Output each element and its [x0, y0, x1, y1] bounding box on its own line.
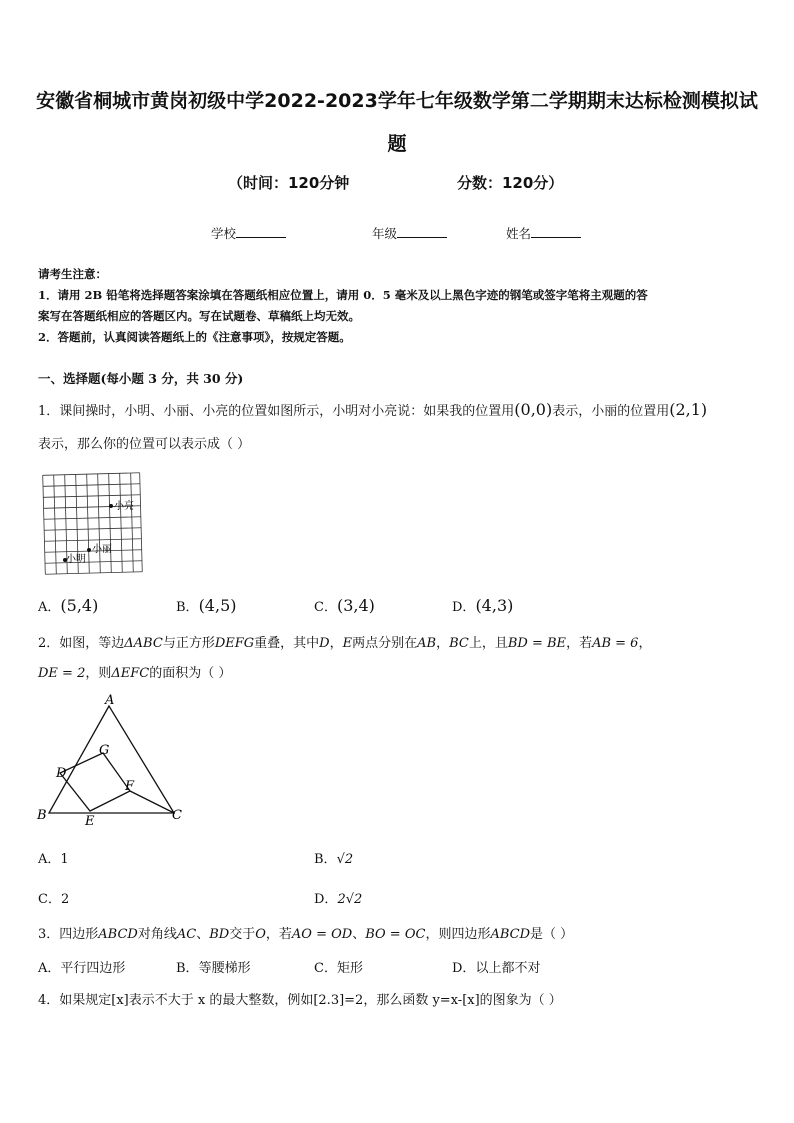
label-f: F: [125, 779, 135, 794]
question-1-cont: 表示，那么你的位置可以表示成（ ）: [38, 437, 251, 452]
q2-option-b[interactable]: B．√2: [314, 852, 354, 867]
notes-item-1-cont: 案写在答题纸相应的答题区内。写在试题卷、草稿纸上均无效。: [38, 309, 360, 323]
q3-option-c[interactable]: C．矩形: [314, 961, 363, 976]
label-a: A: [105, 693, 115, 708]
q3-option-b[interactable]: B．等腰梯形: [176, 961, 251, 976]
name-label: 姓名: [506, 226, 532, 241]
name-field: [506, 224, 581, 242]
notes-item-2: 2．答题前，认真阅读答题纸上的《注意事项》，按规定答题。: [38, 330, 351, 344]
grid-lines: [43, 473, 143, 575]
label-b: B: [37, 808, 47, 823]
q1-coord-2: (2,1): [669, 400, 708, 419]
q1-option-d[interactable]: D．(4,3): [452, 596, 514, 615]
square-defg: [60, 753, 130, 811]
notes-heading: 请考生注意：: [38, 267, 107, 281]
label-e: E: [85, 814, 95, 829]
label-xiaoliang: 小亮: [114, 501, 134, 512]
question-4: 4．如果规定[x]表示不大于 x 的最大整数，例如[2.3]=2，那么函数 y=x-[x]的图象为（ ）: [38, 993, 562, 1008]
notes-block: [38, 264, 648, 348]
section-heading: 一、选择题(每小题 3 分，共 30 分): [38, 371, 244, 386]
q2-triangle-figure: [32, 692, 192, 832]
q1-option-a[interactable]: A．(5,4): [38, 596, 99, 615]
school-field: [211, 224, 286, 242]
q1-option-b[interactable]: B．(4,5): [176, 596, 237, 615]
question-1: [38, 393, 758, 428]
page-title-continued: 题: [387, 133, 407, 155]
question-2-cont: DE = 2，则ΔEFC的面积为（ ）: [38, 666, 232, 681]
grade-blank[interactable]: [397, 225, 447, 238]
label-g: G: [99, 743, 110, 758]
question-3: 3．四边形ABCD对角线AC、BD交于O，若AO = OD、BO = OC，则四边形ABCD是（ ）: [38, 927, 574, 942]
q1-coord-1: (0,0): [514, 400, 553, 419]
exam-score: 分数：120分）: [457, 174, 564, 192]
q1-text-b: 表示，小丽的位置用: [552, 404, 670, 419]
q2-option-d[interactable]: D．2√2: [314, 892, 363, 907]
school-blank[interactable]: [236, 225, 286, 238]
page-title: 安徽省桐城市黄岗初级中学2022-2023学年七年级数学第二学期期末达标检测模拟试: [36, 90, 758, 112]
q3-option-a[interactable]: A．平行四边形: [38, 961, 126, 976]
label-xiaoming: 小明: [66, 554, 86, 565]
xiaoliang-dot: [109, 504, 113, 508]
q2-option-c[interactable]: C．2: [38, 892, 70, 907]
grade-label: 年级: [372, 226, 398, 241]
q3-option-d[interactable]: D．以上都不对: [452, 961, 541, 976]
label-d: D: [56, 766, 67, 781]
notes-item-1: 1．请用 2B 铅笔将选择题答案涂填在答题纸相应位置上，请用 0．5 毫米及以上黑色字迹的钢笔或签字笔将主观题的答: [38, 288, 648, 302]
question-2: 2．如图，等边ΔABC与正方形DEFG重叠，其中D，E两点分别在AB，BC上，且BD = BE，若AB = 6，: [38, 636, 652, 651]
q1-text-a: 1．课间操时，小明、小丽、小亮的位置如图所示，小明对小亮说：如果我的位置用: [38, 404, 515, 419]
school-label: 学校: [211, 226, 237, 241]
xiaoli-dot: [87, 548, 91, 552]
q2-option-a[interactable]: A．1: [38, 852, 69, 867]
label-xiaoli: 小丽: [92, 544, 112, 555]
name-blank[interactable]: [531, 225, 581, 238]
triangle-abc: [49, 706, 174, 813]
label-c: C: [172, 808, 182, 823]
exam-time: （时间：120分钟: [228, 174, 350, 192]
grade-field: [372, 224, 447, 242]
q1-grid-figure: [38, 464, 148, 584]
q1-option-c[interactable]: C．(3,4): [314, 596, 375, 615]
